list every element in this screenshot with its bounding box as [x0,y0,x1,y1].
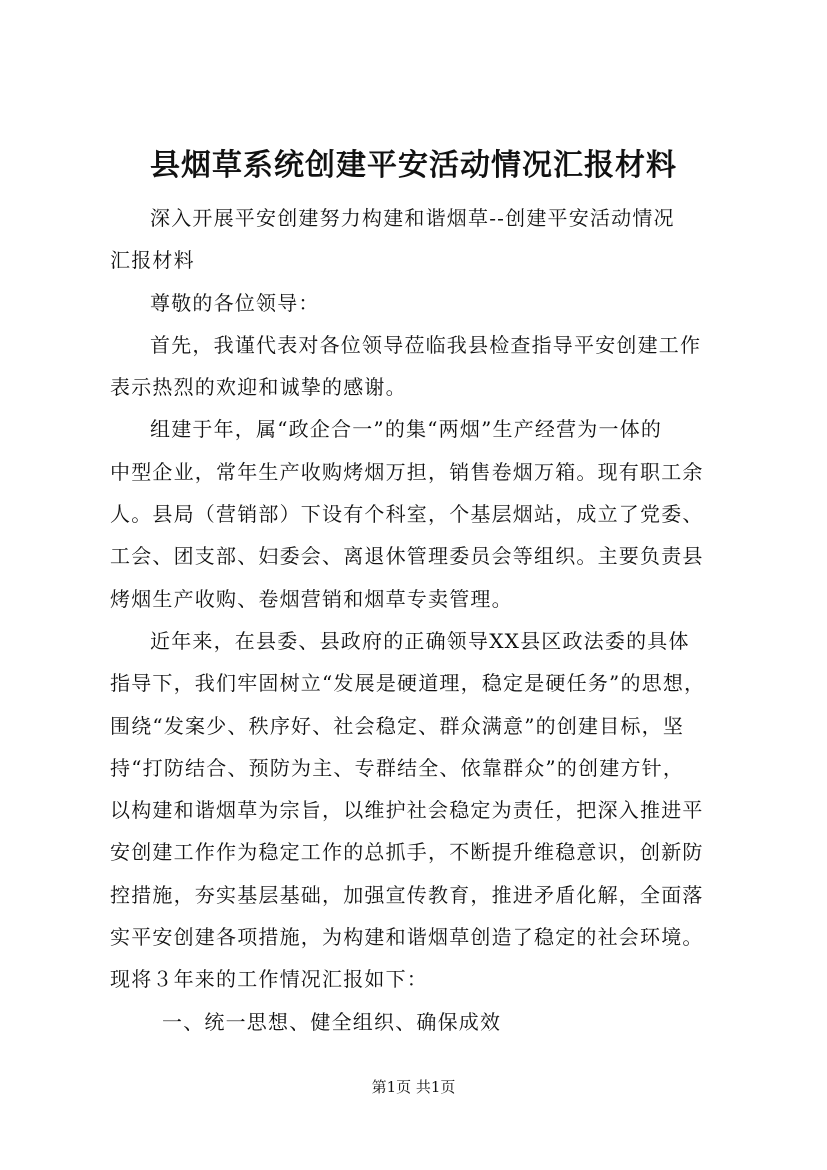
document-title: 县烟草系统创建平安活动情况汇报材料 [150,148,677,183]
paragraph-line: 安创建工作作为稳定工作的总抓手，不断提升维稳意识，创新防 [110,840,704,865]
paragraph-line: 烤烟生产收购、卷烟营销和烟草专卖管理。 [110,586,513,611]
paragraph-line: 近年来，在县委、县政府的正确领导XX县区政法委的具体 [150,628,690,653]
paragraph-line: 首先，我谨代表对各位领导莅临我县检查指导平安创建工作 [150,332,702,357]
paragraph-line: 组建于年，属“政企合一”的集“两烟”生产经营为一体的 [150,417,663,442]
paragraph-line: 持“打防结合、预防为主、专群结全、依靠群众”的创建方针， [110,755,685,780]
paragraph-line: 表示热烈的欢迎和诚挚的感谢。 [110,375,407,400]
paragraph-line: 汇报材料 [110,248,195,273]
paragraph-line: 中型企业，常年生产收购烤烟万担，销售卷烟万箱。现有职工余 [110,459,704,484]
paragraph-line: 控措施，夯实基层基础，加强宣传教育，推进矛盾化解，全面落 [110,882,704,907]
paragraph-line: 实平安创建各项措施，为构建和谐烟草创造了稳定的社会环境。 [110,925,704,950]
paragraph-line: 工会、团支部、妇委会、离退休管理委员会等组织。主要负责县 [110,544,704,569]
paragraph-line: 以构建和谐烟草为宗旨，以维护社会稳定为责任，把深入推进平 [110,798,704,823]
page-footer: 第1页 共1页 [371,1078,456,1096]
paragraph-line: 指导下，我们牢固树立“发展是硬道理，稳定是硬任务”的思想， [110,671,706,696]
paragraph-line: 围绕“发案少、秩序好、社会稳定、群众满意”的创建目标，坚 [110,713,685,738]
paragraph-line: 深入开展平安创建努力构建和谐烟草--创建平安活动情况 [150,206,675,230]
salutation-line: 尊敬的各位领导： [150,290,320,315]
paragraph-line: 人。县局（营销部）下设有个科室，个基层烟站，成立了党委、 [110,502,704,527]
section-heading: 一、统一思想、健全组织、确保成效 [162,1009,502,1034]
paragraph-line: 现将３年来的工作情况汇报如下： [110,967,428,992]
document-body [110,197,740,1043]
